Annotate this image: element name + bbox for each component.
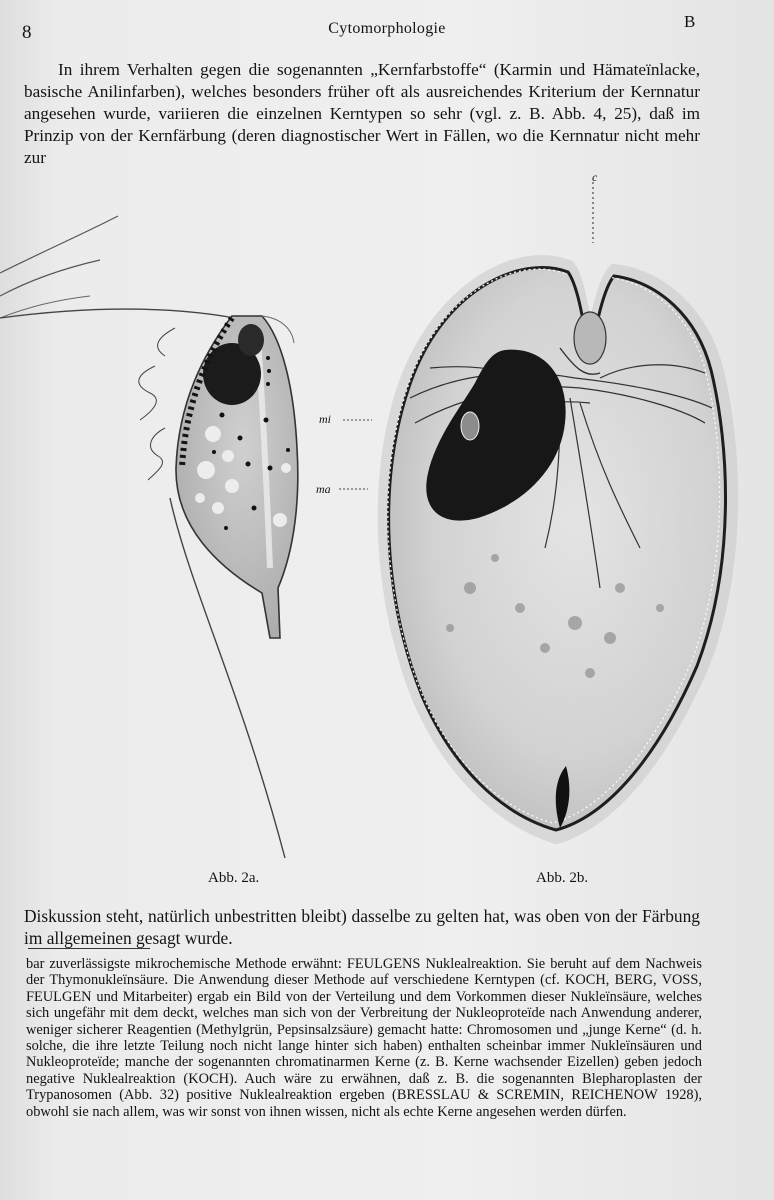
paragraph-text: Diskussion steht, natürlich unbestritten bleibt) dasselbe zu gelten hat, was oben von der Färbung im allgemeinen gesagt wurde. xyxy=(24,906,700,948)
footnote-rule xyxy=(28,948,150,949)
body-paragraph-bottom xyxy=(24,905,700,949)
footnote xyxy=(26,956,702,1120)
label-c: c xyxy=(592,170,598,184)
running-title: Cytomorphologie xyxy=(328,20,446,37)
body-paragraph-top xyxy=(24,59,700,169)
cell-drawings xyxy=(0,168,774,868)
label-leader-lines xyxy=(339,420,372,489)
figure-illustration xyxy=(0,168,774,868)
label-ma: ma xyxy=(316,482,331,496)
paragraph-text: In ihrem Verhalten gegen die sogenannten „Kernfarbstoffe“ (Karmin und Hämateïnlacke, basische Anilinfarben), welches besonders früher oft als ausreichendes Kriterium der Kernnatur angesehen wurde, variieren die einzelnen Kerntypen so sehr (vgl. z. B. Abb. 4, 25), daß im Prinzip von der Kernfärbung (deren diagnostischer Wert in Fällen, wo die Kernnatur nicht mehr zur xyxy=(24,60,700,167)
page-header xyxy=(0,14,774,44)
figure-caption-2a: Abb. 2a. xyxy=(208,870,260,886)
cell-a-drawing xyxy=(0,216,298,858)
cell-b-drawing xyxy=(386,182,730,836)
corner-mark: B xyxy=(684,12,696,31)
footnote-text: bar zuverlässigste mikrochemische Methode erwähnt: FEULGENS Nuklealreaktion. Sie beruht auf dem Nachweis der Thymonukleïnsäure. Die Anwendung dieser Methode auf verschiedene Kerntypen (cf. KOCH, BERG, VOSS, FEULGEN und Mitarbeiter) ergab ein Bild von der Verteilung und dem Vorkommen dieser Nukleïnsäure, welches sich ungefähr mit dem deckt, welches man sich von der Verbreitung der Nukleoproteïde nach Anwendung anderer, weniger sicherer Reagentien (Methylgrün, Pepsinsalzsäure) gemacht hatte: Chromosomen und „junge Kerne“ (d. h. solche, die ihre letzte Teilung noch nicht lange hinter sich haben) enthalten scheinbar immer Nukleïnsäuren und Nukleoproteïde; manche der sogenannten chromatinarmen Kerne (z. B. Kerne wachsender Eizellen) geben jedoch negative Nuklealreaktion (KOCH). Auch wäre zu erwähnen, daß z. B. die sogenannten Blepharoplasten der Trypanosomen (Abb. 32) positive Nuklealreaktion ergeben (BRESSLAU & SCREMIN, REICHENOW 1928), obwohl sie nach allem, was wir sonst von ihnen wissen, nicht als echte Kerne angesehen werden dürfen. xyxy=(26,956,702,1120)
figure-caption-2b: Abb. 2b. xyxy=(536,870,589,886)
label-mi: mi xyxy=(319,412,331,426)
page-number: 8 xyxy=(22,22,32,43)
